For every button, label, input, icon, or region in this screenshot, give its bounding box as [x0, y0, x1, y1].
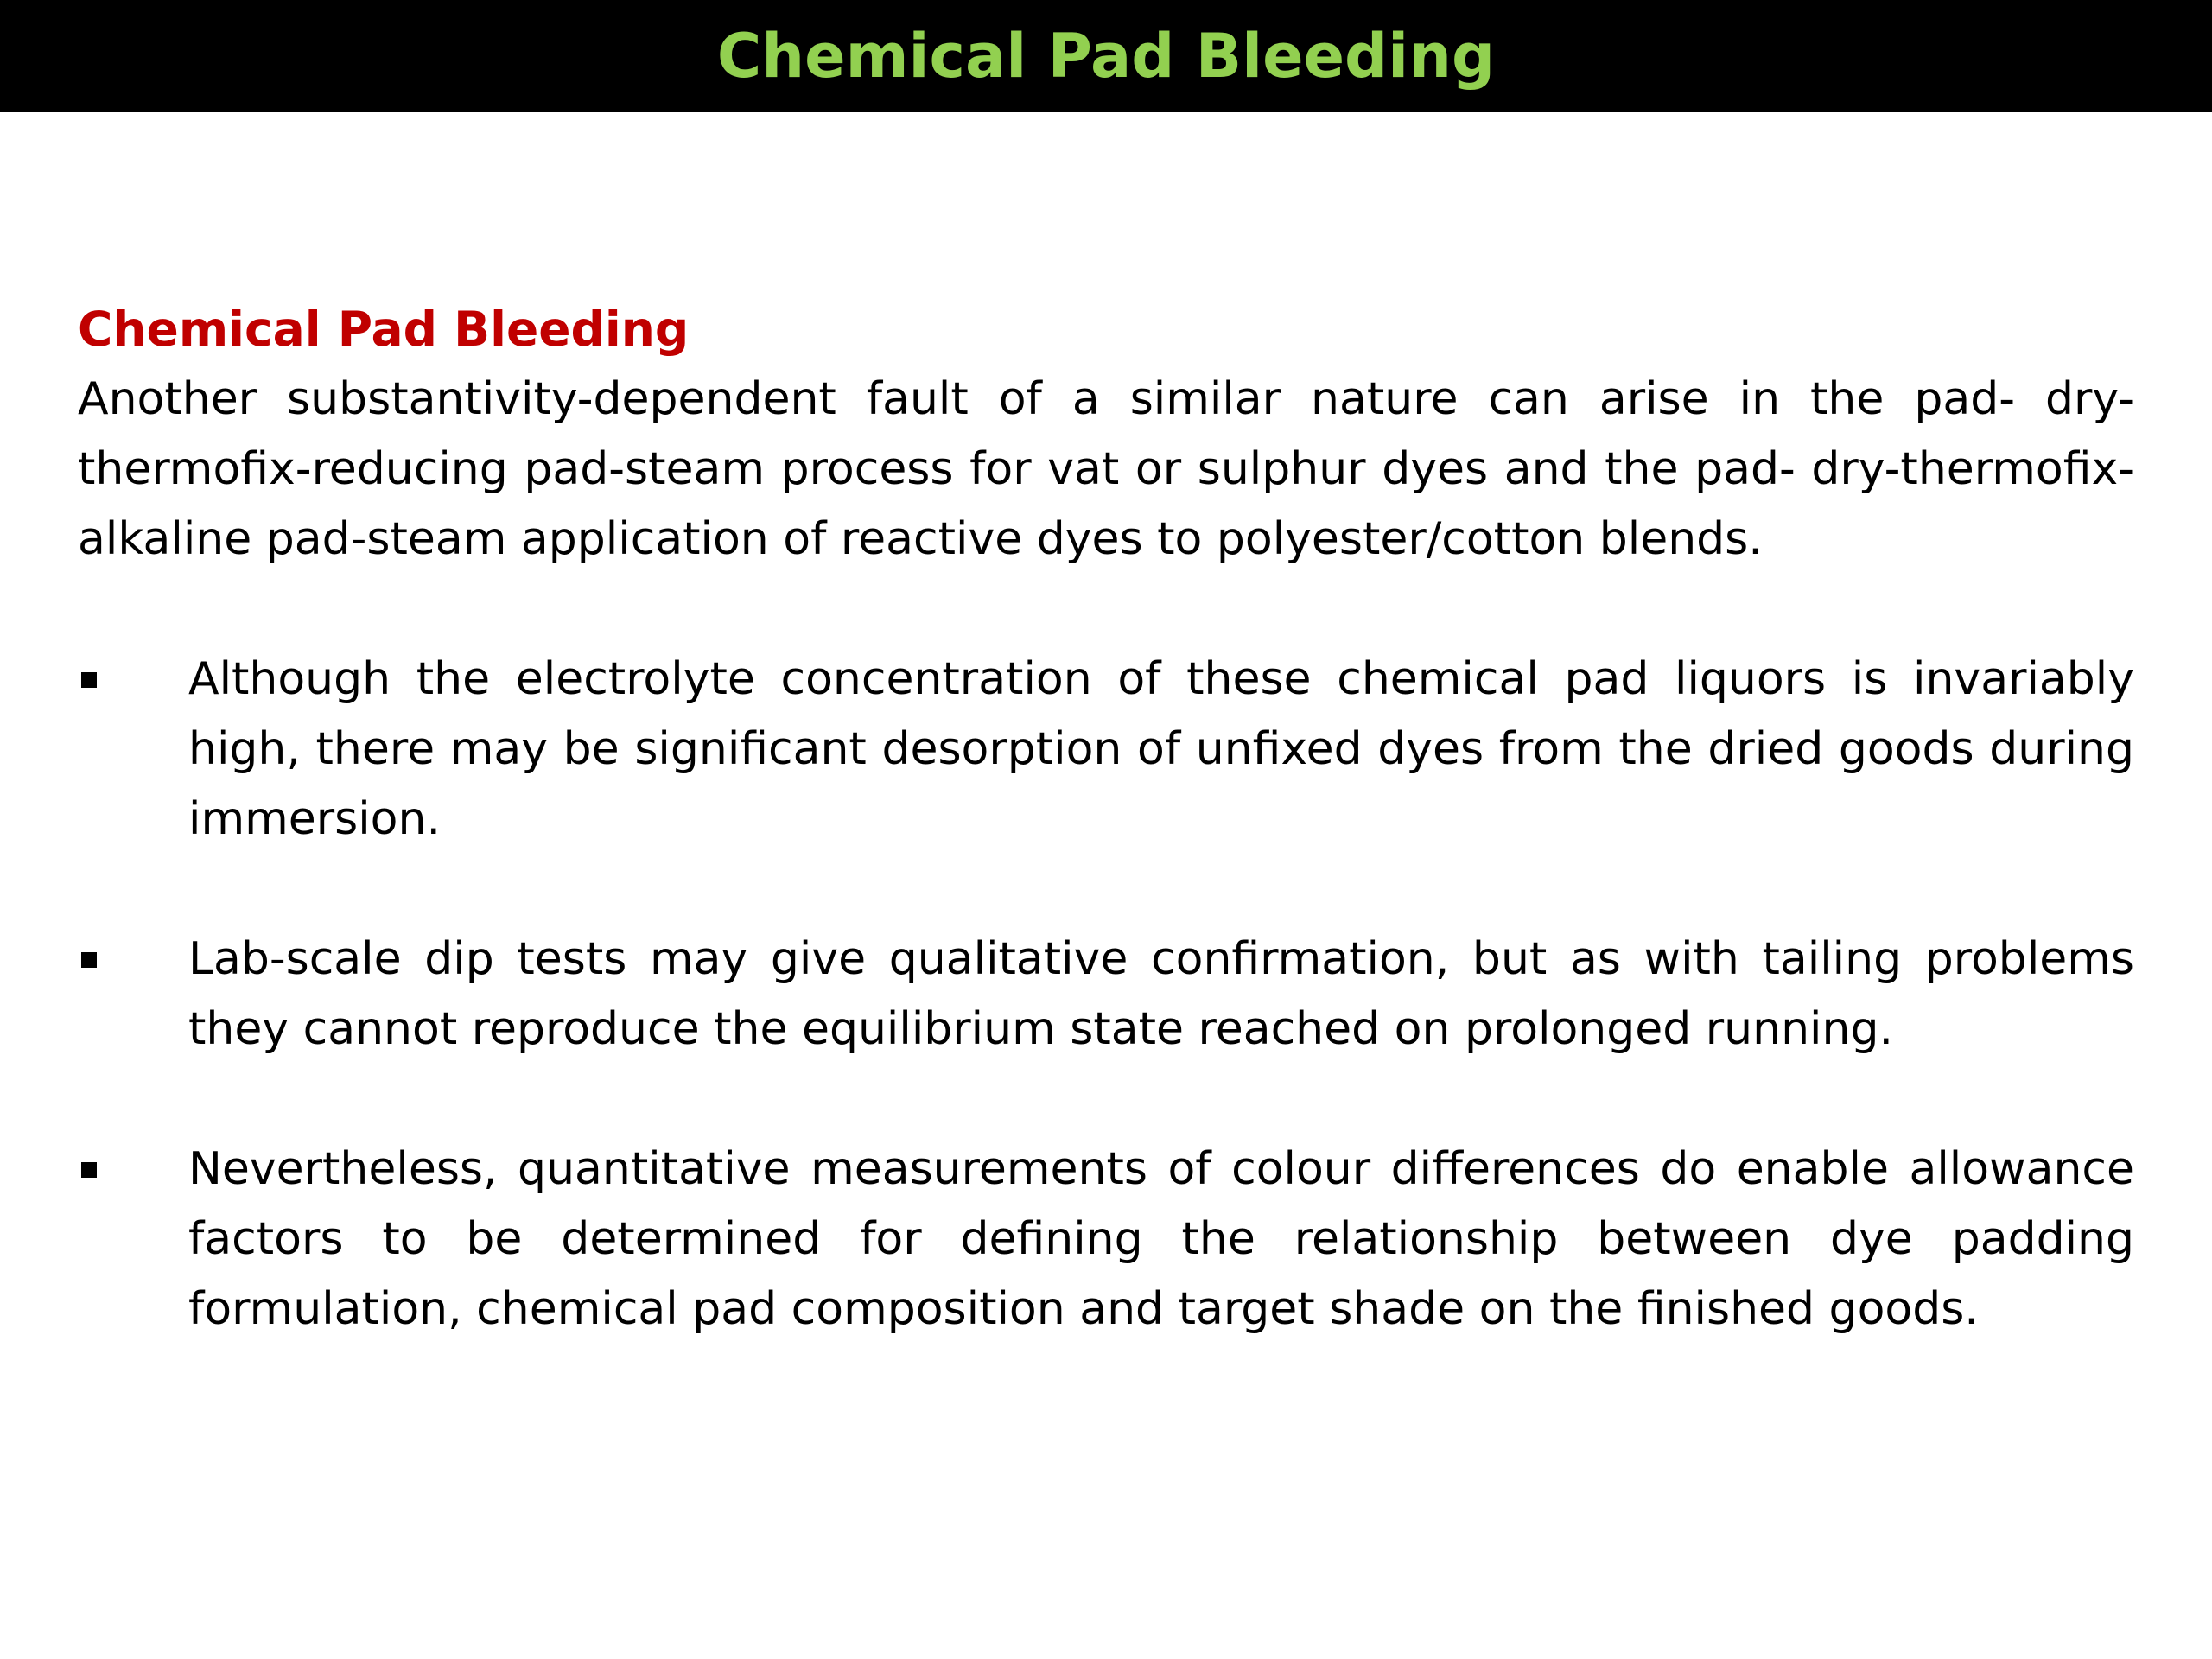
- slide-content: [78, 294, 2134, 1344]
- bullet-item: [78, 1135, 2134, 1344]
- bullet-text: Nevertheless, quantitative measurements of colour differences do enable allowance factors to be determined for defining the relationship between dye padding formulation, chemical pad composition and target shade on the finished goods.: [188, 1143, 2134, 1335]
- intro-paragraph: Another substantivity-dependent fault of a similar nature can arise in the pad- dry-thermofix-reducing pad-steam process for vat or sulphur dyes and the pad- dry-thermofix-alkaline pad-steam application of reactive dyes to polyester/cotton blends.: [78, 373, 2134, 565]
- bullet-list: [78, 645, 2134, 1344]
- bullet-item: [78, 645, 2134, 855]
- bullet-text: Although the electrolyte concentration of these chemical pad liquors is invariably high, there may be significant desorption of unfixed dyes from the dried goods during immersion.: [188, 653, 2134, 845]
- section-heading: Chemical Pad Bleeding: [78, 302, 690, 357]
- title-bar: [0, 0, 2212, 112]
- bullet-item: [78, 925, 2134, 1065]
- square-bullet-icon: [81, 672, 97, 688]
- slide-title: Chemical Pad Bleeding: [716, 21, 1496, 92]
- square-bullet-icon: [81, 1162, 97, 1178]
- bullet-text: Lab-scale dip tests may give qualitative confirmation, but as with tailing problems they cannot reproduce the equilibrium state reached on prolonged running.: [188, 933, 2134, 1055]
- square-bullet-icon: [81, 952, 97, 968]
